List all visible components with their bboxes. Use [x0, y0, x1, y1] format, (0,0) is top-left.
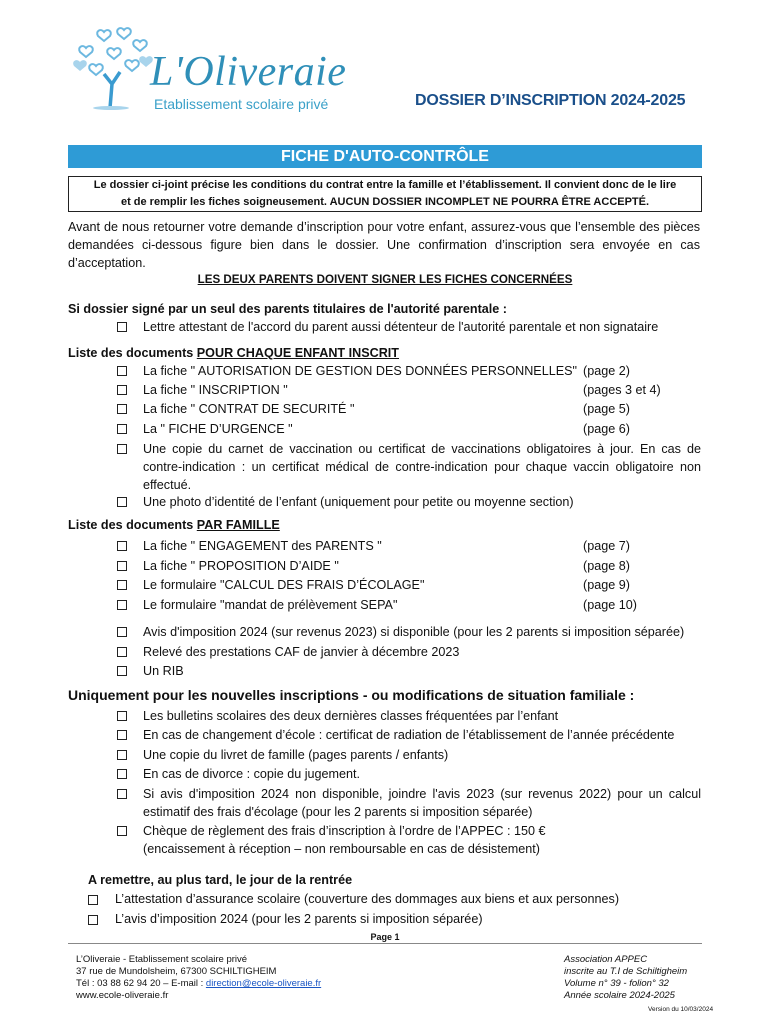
logo-name: L'Oliveraie — [150, 49, 347, 95]
notice-line-2: et de remplir les fiches soigneusement. AUCUN DOSSIER INCOMPLET NE POURRA ÊTRE ACCEPTÉ. — [120, 196, 650, 208]
checkbox[interactable] — [117, 541, 127, 551]
list-item: La fiche " INSCRIPTION " — [143, 383, 288, 397]
footer-volume: Volume n° 39 - folion° 32 — [564, 978, 669, 989]
olive-tree-hearts-icon — [66, 18, 156, 110]
vaccination-item: Une copie du carnet de vaccination ou certificat de vaccinations obligatoires à jour. En cas de contre-indication : un certificat médical de contre-indication pour chaque vaccin obligatoire non effectué. — [143, 442, 701, 492]
list-item: Le formulaire "mandat de prélèvement SEPA" — [143, 598, 398, 612]
rentree-heading: A remettre, au plus tard, le jour de la rentrée — [88, 873, 353, 887]
cheque-item-line-2: (encaissement à réception – non remboursable en cas de désistement) — [143, 842, 540, 856]
per-child-heading-prefix: Liste des documents — [68, 346, 197, 360]
single-parent-item: Lettre attestant de l'accord du parent aussi détenteur de l'autorité parentale et non signataire — [143, 320, 659, 334]
footer-website[interactable]: www.ecole-oliveraie.fr — [76, 990, 169, 1001]
page-ref: (page 6) — [583, 422, 630, 436]
checkbox[interactable] — [117, 385, 127, 395]
checkbox[interactable] — [117, 322, 127, 332]
list-item: Les bulletins scolaires des deux dernières classes fréquentées par l’enfant — [143, 709, 559, 723]
list-item: La fiche " CONTRAT DE SECURITÉ " — [143, 402, 355, 416]
page-ref: (page 7) — [583, 539, 630, 553]
per-child-heading-emph: POUR CHAQUE ENFANT INSCRIT — [196, 346, 399, 360]
checkbox[interactable] — [117, 730, 127, 740]
footer-registration: inscrite au T.I de Schiltigheim — [564, 966, 688, 977]
checkbox[interactable] — [117, 580, 127, 590]
list-item: En cas de changement d’école : certificat de radiation de l’établissement de l’année précédente — [143, 728, 675, 742]
checkbox[interactable] — [117, 497, 127, 507]
photo-item: Une photo d’identité de l’enfant (uniquement pour petite ou moyenne section) — [143, 495, 574, 509]
checkbox[interactable] — [117, 711, 127, 721]
page-ref: (pages 3 et 4) — [583, 383, 661, 397]
footer-address: 37 rue de Mundolsheim, 67300 SCHILTIGHEIM — [76, 966, 277, 977]
checkbox[interactable] — [117, 647, 127, 657]
both-parents-notice: LES DEUX PARENTS DOIVENT SIGNER LES FICHES CONCERNÉES — [197, 273, 573, 286]
checkbox[interactable] — [117, 750, 127, 760]
checkbox[interactable] — [88, 915, 98, 925]
footer-email-link[interactable]: direction@ecole-oliveraie.fr — [205, 978, 322, 989]
page-ref: (page 9) — [583, 578, 630, 592]
list-item: La fiche " PROPOSITION D’AIDE " — [143, 559, 339, 573]
logo-subtitle: Etablissement scolaire privé — [154, 96, 329, 112]
footer-contact — [76, 978, 321, 989]
list-item: Un RIB — [143, 664, 184, 678]
list-item: Avis d'imposition 2024 (sur revenus 2023) si disponible (pour les 2 parents si imposition séparée) — [143, 625, 685, 639]
page-title: FICHE D'AUTO-CONTRÔLE — [68, 145, 702, 168]
tax-notice-item: Si avis d'imposition 2024 non disponible, joindre l'avis 2023 (sur revenus 2022) pour un calcul estimatif des frais d'écolage (pour les 2 parents si imposition séparée) — [143, 787, 701, 819]
list-item: En cas de divorce : copie du jugement. — [143, 767, 361, 781]
list-item: Une copie du livret de famille (pages parents / enfants) — [143, 748, 449, 762]
list-item: Le formulaire "CALCUL DES FRAIS D’ÉCOLAGE" — [143, 578, 425, 592]
checkbox[interactable] — [117, 627, 127, 637]
page-number: Page 1 — [370, 932, 400, 942]
per-family-heading — [68, 517, 280, 534]
checkbox[interactable] — [117, 561, 127, 571]
cheque-item-line-1: Chèque de règlement des frais d’inscription à l’ordre de l’APPEC : 150 € — [143, 824, 546, 838]
per-child-heading — [68, 345, 399, 362]
footer-school-name: L’Oliveraie - Etablissement scolaire privé — [76, 954, 248, 965]
page-ref: (page 10) — [583, 598, 637, 612]
page-ref: (page 5) — [583, 402, 630, 416]
checkbox[interactable] — [88, 895, 98, 905]
page-ref: (page 8) — [583, 559, 630, 573]
list-item: L’avis d’imposition 2024 (pour les 2 parents si imposition séparée) — [115, 912, 483, 926]
notice-box — [68, 176, 702, 212]
list-item: La fiche " AUTORISATION DE GESTION DES DONNÉES PERSONNELLES" — [143, 364, 577, 378]
checkbox[interactable] — [117, 826, 127, 836]
list-item: Relevé des prestations CAF de janvier à décembre 2023 — [143, 645, 460, 659]
per-family-heading-prefix: Liste des documents — [68, 518, 197, 532]
list-item: L’attestation d’assurance scolaire (couverture des dommages aux biens et aux personnes) — [115, 892, 620, 906]
version-label: Version du 10/03/2024 — [648, 1006, 714, 1013]
checkbox[interactable] — [117, 600, 127, 610]
notice-line-1: Le dossier ci-joint précise les conditions du contrat entre la famille et l’établissement. Il convient donc de le lire — [93, 179, 677, 191]
new-registrations-heading: Uniquement pour les nouvelles inscriptions - ou modifications de situation familiale : — [68, 687, 635, 703]
footer-phone: Tél : 03 88 62 94 20 – E-mail : — [76, 978, 206, 989]
checkbox[interactable] — [117, 666, 127, 676]
checkbox[interactable] — [117, 769, 127, 779]
single-parent-heading: Si dossier signé par un seul des parents titulaires de l'autorité parentale : — [68, 302, 508, 316]
footer-school-year: Année scolaire 2024-2025 — [564, 990, 675, 1001]
checkbox[interactable] — [117, 366, 127, 376]
checkbox[interactable] — [117, 444, 127, 454]
per-family-heading-emph: PAR FAMILLE — [196, 518, 280, 532]
checkbox[interactable] — [117, 789, 127, 799]
page-ref: (page 2) — [583, 364, 630, 378]
intro-paragraph: Avant de nous retourner votre demande d’inscription pour votre enfant, assurez-vous que l’ensemble des pièces demandées ci-dessous figure bien dans le dossier. Une confirmation d’inscription sera envoyée en cas d’acceptation. — [68, 220, 700, 270]
list-item: La fiche " ENGAGEMENT des PARENTS " — [143, 539, 382, 553]
list-item: La " FICHE D’URGENCE " — [143, 422, 293, 436]
footer-association: Association APPEC — [564, 954, 648, 965]
checkbox[interactable] — [117, 404, 127, 414]
checkbox[interactable] — [117, 424, 127, 434]
footer-divider — [68, 943, 702, 944]
dossier-title: DOSSIER D’INSCRIPTION 2024-2025 — [415, 92, 686, 109]
